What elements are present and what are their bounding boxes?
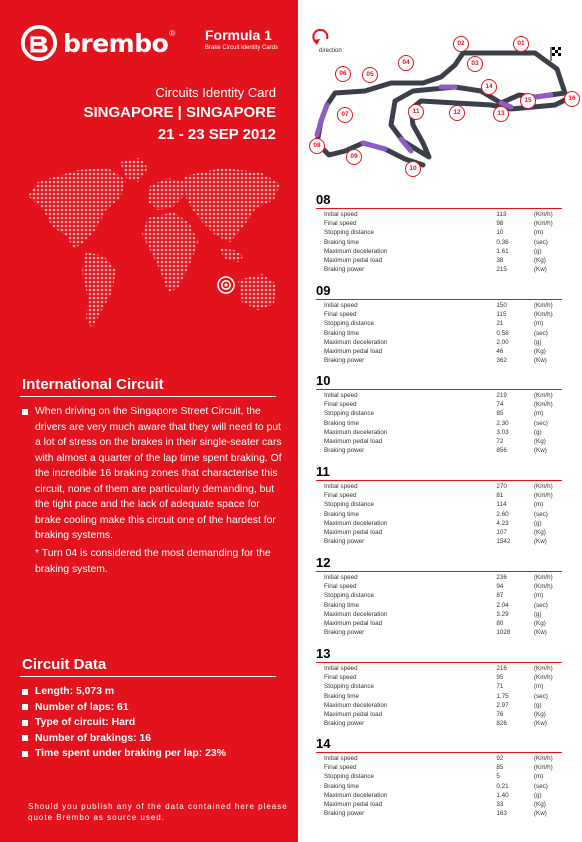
- row-unit: (m): [533, 501, 544, 509]
- row-value: 2.30: [496, 419, 509, 427]
- corner-marker-14: 14: [481, 79, 497, 95]
- corner-table-09: [316, 284, 562, 365]
- corner-marker-08: 08: [309, 138, 325, 154]
- row-label: Maximum deceleration: [324, 338, 388, 346]
- table-row: [316, 409, 562, 418]
- table-row: [316, 247, 562, 256]
- row-unit: (m): [533, 229, 544, 237]
- row-unit: (m): [533, 683, 544, 691]
- row-value: 95: [496, 674, 504, 682]
- row-unit: (Kw): [533, 810, 547, 818]
- table-row: [316, 582, 562, 591]
- table-row: [316, 400, 562, 409]
- row-unit: (Km/h): [533, 483, 553, 490]
- row-value: 0.36: [496, 238, 509, 246]
- corner-table-divider: [316, 662, 562, 663]
- corner-table-title: 10: [316, 373, 331, 388]
- row-unit: (Km/h): [533, 311, 553, 319]
- corner-table-11: [316, 465, 562, 546]
- location-target-icon: [218, 277, 234, 293]
- row-unit: (Kw): [533, 720, 547, 728]
- corner-table-13: [316, 647, 562, 728]
- row-value: 1542: [496, 538, 511, 546]
- row-value: 216: [496, 665, 507, 672]
- table-row: [316, 809, 562, 818]
- table-row: [316, 428, 562, 437]
- world-map-icon: [8, 152, 290, 352]
- corner-marker-09: 09: [346, 149, 362, 165]
- table-row: [316, 500, 562, 509]
- row-label: Initial speed: [324, 665, 358, 672]
- checkered-flag-icon: [551, 47, 561, 61]
- row-unit: (Kg): [533, 256, 546, 264]
- row-unit: (m): [533, 592, 544, 600]
- row-value: 80: [496, 619, 504, 627]
- row-unit: (m): [533, 773, 544, 781]
- table-row: [316, 763, 562, 772]
- row-value: 362: [496, 357, 507, 365]
- circuit-data-list: [22, 684, 226, 762]
- row-value: 826: [496, 720, 507, 728]
- direction-label: direction: [319, 48, 342, 54]
- bullet-icon: [22, 751, 28, 757]
- row-value: 81: [496, 492, 504, 500]
- table-row: [316, 338, 562, 347]
- corner-table-title: 14: [316, 736, 331, 751]
- corner-table-divider: [316, 208, 562, 209]
- row-label: Braking power: [324, 266, 365, 274]
- row-value: 2.00: [496, 338, 509, 346]
- table-row: [316, 329, 562, 338]
- row-unit: (sec): [533, 692, 548, 700]
- row-label: Braking time: [324, 238, 359, 246]
- row-label: Braking time: [324, 782, 359, 790]
- row-unit: (g): [533, 519, 542, 527]
- circuit-data-item: Length: 5,073 m: [22, 684, 226, 700]
- table-row: [316, 519, 562, 528]
- table-row: [316, 347, 562, 356]
- row-label: Braking time: [324, 692, 359, 700]
- row-unit: (Km/h): [533, 392, 553, 399]
- table-row: [316, 419, 562, 428]
- identity-location: SINGAPORE | SINGAPORE: [83, 104, 276, 121]
- row-label: Braking power: [324, 720, 365, 728]
- row-value: 0.21: [496, 782, 509, 790]
- row-value: 74: [496, 401, 504, 409]
- row-label: Final speed: [324, 764, 357, 772]
- intro-note: * Turn 04 is considered the most demanding for the braking system.: [35, 548, 271, 575]
- table-row: [316, 391, 562, 400]
- row-unit: (sec): [533, 782, 548, 790]
- table-row: [316, 491, 562, 500]
- row-unit: (Km/h): [533, 583, 553, 591]
- row-value: 33: [496, 800, 504, 808]
- row-value: 72: [496, 437, 504, 445]
- row-value: 0.58: [496, 329, 509, 337]
- row-value: 5: [496, 773, 500, 781]
- corner-marker-12: 12: [449, 105, 465, 121]
- table-row: [316, 301, 562, 310]
- row-value: 1028: [496, 629, 511, 637]
- row-label: Initial speed: [324, 211, 358, 218]
- corner-table-08: [316, 193, 562, 274]
- row-unit: (sec): [533, 419, 548, 427]
- corner-marker-16: 16: [564, 91, 580, 107]
- row-label: Initial speed: [324, 392, 358, 399]
- row-unit: (Km/h): [533, 574, 553, 581]
- table-row: [316, 482, 562, 491]
- row-value: 71: [496, 683, 504, 691]
- table-row: [316, 772, 562, 781]
- corner-marker-05: 05: [362, 67, 378, 83]
- row-label: Maximum pedal load: [324, 347, 383, 355]
- corner-marker-15: 15: [520, 93, 536, 109]
- direction-arrow-icon: [313, 30, 327, 45]
- row-label: Stopping distance: [324, 683, 375, 691]
- row-unit: (Kg): [533, 800, 546, 808]
- row-unit: (m): [533, 410, 544, 418]
- corner-table-divider: [316, 571, 562, 572]
- corner-marker-13: 13: [493, 106, 509, 122]
- corner-table-10: [316, 374, 562, 455]
- row-value: 4.23: [496, 519, 509, 527]
- table-row: [316, 573, 562, 582]
- row-label: Maximum deceleration: [324, 610, 388, 618]
- row-unit: (g): [533, 701, 542, 709]
- table-row: [316, 673, 562, 682]
- row-value: 92: [496, 755, 504, 762]
- table-row: [316, 692, 562, 701]
- brembo-logo-icon: [20, 24, 58, 62]
- identity-card-title: Circuits Identity Card: [155, 85, 276, 100]
- row-label: Maximum deceleration: [324, 519, 388, 527]
- row-unit: (g): [533, 247, 542, 255]
- row-unit: (Km/h): [533, 401, 553, 409]
- row-label: Maximum deceleration: [324, 247, 388, 255]
- header-subtitle: Brake Circuit Identity Cards: [205, 45, 279, 51]
- corner-table-divider: [316, 389, 562, 390]
- row-label: Braking time: [324, 329, 359, 337]
- identity-dates: 21 - 23 SEP 2012: [157, 126, 276, 143]
- row-unit: (g): [533, 610, 542, 618]
- row-label: Maximum pedal load: [324, 437, 383, 445]
- circuit-data-item: Time spent under braking per lap: 23%: [22, 746, 226, 762]
- table-row: [316, 628, 562, 637]
- table-row: [316, 446, 562, 455]
- row-label: Braking time: [324, 510, 359, 518]
- intro-paragraph: When driving on the Singapore Street Circuit, the drivers are very much aware that they will need to put a lot of stress on the brakes in their single-seater cars with almost a quarter of the lap time spent braking. Of the incredible 16 braking zones that characterise this circuit, none of them are particularly demanding, but the tight pace and the lack of adequate space for brake cooling make this circuit one of the hardest for braking systems.: [35, 406, 282, 541]
- table-row: [316, 228, 562, 237]
- corner-marker-11: 11: [408, 104, 424, 120]
- row-label: Final speed: [324, 401, 357, 409]
- row-unit: (m): [533, 320, 544, 328]
- row-value: 219: [496, 392, 507, 399]
- row-value: 87: [496, 592, 504, 600]
- row-unit: (Kg): [533, 619, 546, 627]
- row-label: Stopping distance: [324, 501, 375, 509]
- corner-table-title: 08: [316, 192, 331, 207]
- corner-table-title: 13: [316, 646, 331, 661]
- row-value: 270: [496, 483, 507, 490]
- table-row: [316, 210, 562, 219]
- row-unit: (Km/h): [533, 220, 553, 228]
- corner-marker-03: 03: [467, 56, 483, 72]
- row-value: 3.03: [496, 428, 509, 436]
- table-row: [316, 682, 562, 691]
- row-label: Initial speed: [324, 302, 358, 309]
- row-label: Maximum pedal load: [324, 256, 383, 264]
- circuit-data-item: Type of circuit: Hard: [22, 715, 226, 731]
- header-title: Formula 1: [205, 27, 272, 43]
- table-row: [316, 619, 562, 628]
- row-label: Braking power: [324, 357, 365, 365]
- row-value: 107: [496, 528, 507, 536]
- row-unit: (Kg): [533, 347, 546, 355]
- row-label: Stopping distance: [324, 592, 375, 600]
- circuit-data-divider: [20, 676, 276, 677]
- table-row: [316, 528, 562, 537]
- row-label: Final speed: [324, 583, 357, 591]
- row-value: 856: [496, 447, 507, 455]
- row-unit: (Km/h): [533, 755, 553, 762]
- row-value: 3.29: [496, 610, 509, 618]
- row-label: Initial speed: [324, 755, 358, 762]
- row-unit: (Kw): [533, 447, 547, 455]
- row-label: Stopping distance: [324, 229, 375, 237]
- row-value: 85: [496, 764, 504, 772]
- intro-paragraph-block: [22, 404, 284, 544]
- row-unit: (sec): [533, 510, 548, 518]
- row-value: 1.40: [496, 791, 509, 799]
- row-value: 10: [496, 229, 504, 237]
- row-value: 2.04: [496, 601, 509, 609]
- row-value: 76: [496, 710, 504, 718]
- row-unit: (Kw): [533, 357, 547, 365]
- table-row: [316, 791, 562, 800]
- row-label: Maximum pedal load: [324, 528, 383, 536]
- row-unit: (sec): [533, 329, 548, 337]
- corner-table-title: 12: [316, 555, 331, 570]
- row-value: 98: [496, 220, 504, 228]
- circuit-data-item: Number of laps: 61: [22, 700, 226, 716]
- row-label: Stopping distance: [324, 773, 375, 781]
- footer-disclaimer: Should you publish any of the data contained here please quote Brembo as source used.: [28, 802, 288, 822]
- row-value: 1.61: [496, 247, 509, 255]
- table-row: [316, 310, 562, 319]
- row-unit: (sec): [533, 601, 548, 609]
- table-row: [316, 219, 562, 228]
- row-label: Stopping distance: [324, 320, 375, 328]
- row-value: 94: [496, 583, 504, 591]
- row-value: 21: [496, 320, 504, 328]
- table-row: [316, 356, 562, 365]
- row-unit: (Kg): [533, 528, 546, 536]
- corner-marker-07: 07: [337, 107, 353, 123]
- row-unit: (Km/h): [533, 492, 553, 500]
- table-row: [316, 537, 562, 546]
- corner-marker-04: 04: [398, 55, 414, 71]
- table-row: [316, 782, 562, 791]
- brand-wordmark: brembo: [63, 28, 169, 58]
- corner-table-title: 09: [316, 283, 331, 298]
- row-unit: (Kg): [533, 437, 546, 445]
- row-label: Initial speed: [324, 574, 358, 581]
- circuit-data-heading: Circuit Data: [22, 656, 107, 673]
- brand-logo: [20, 24, 175, 62]
- corner-table-14: [316, 737, 562, 818]
- row-label: Final speed: [324, 492, 357, 500]
- row-label: Braking power: [324, 447, 365, 455]
- row-unit: (sec): [533, 238, 548, 246]
- row-unit: (Km/h): [533, 211, 553, 218]
- bullet-icon: [22, 735, 28, 741]
- corner-marker-10: 10: [405, 161, 421, 177]
- table-row: [316, 710, 562, 719]
- row-label: Maximum pedal load: [324, 619, 383, 627]
- corner-table-divider: [316, 752, 562, 753]
- row-unit: (Km/h): [533, 674, 553, 682]
- row-unit: (Kg): [533, 710, 546, 718]
- row-unit: (Km/h): [533, 764, 553, 772]
- corner-table-title: 11: [316, 464, 330, 479]
- table-row: [316, 701, 562, 710]
- row-label: Braking time: [324, 419, 359, 427]
- row-value: 215: [496, 266, 507, 274]
- brand-registered-mark: ®: [169, 28, 176, 38]
- corner-marker-06: 06: [335, 66, 351, 82]
- bullet-icon: [22, 689, 28, 695]
- row-value: 163: [496, 810, 507, 818]
- row-label: Braking power: [324, 629, 365, 637]
- row-value: 150: [496, 302, 507, 309]
- row-label: Final speed: [324, 311, 357, 319]
- row-value: 236: [496, 574, 507, 581]
- row-unit: (Kw): [533, 538, 547, 546]
- row-label: Maximum deceleration: [324, 428, 388, 436]
- corner-marker-01: 01: [513, 36, 529, 52]
- corner-table-12: [316, 556, 562, 637]
- row-unit: (g): [533, 791, 542, 799]
- intro-divider: [20, 396, 276, 397]
- row-label: Braking time: [324, 601, 359, 609]
- row-value: 2.60: [496, 510, 509, 518]
- table-row: [316, 800, 562, 809]
- row-label: Maximum pedal load: [324, 800, 383, 808]
- row-label: Braking power: [324, 538, 365, 546]
- table-row: [316, 601, 562, 610]
- table-row: [316, 265, 562, 274]
- table-row: [316, 510, 562, 519]
- row-label: Initial speed: [324, 483, 358, 490]
- corner-table-divider: [316, 299, 562, 300]
- bullet-icon: [22, 720, 28, 726]
- row-value: 114: [496, 501, 507, 509]
- corner-marker-02: 02: [453, 36, 469, 52]
- row-unit: (Kw): [533, 629, 547, 637]
- table-row: [316, 319, 562, 328]
- intro-heading: International Circuit: [22, 376, 164, 393]
- row-label: Final speed: [324, 220, 357, 228]
- row-value: 115: [496, 311, 507, 319]
- table-row: [316, 256, 562, 265]
- bullet-icon: [22, 409, 28, 415]
- row-label: Stopping distance: [324, 410, 375, 418]
- table-row: [316, 754, 562, 763]
- row-unit: (g): [533, 338, 542, 346]
- row-label: Braking power: [324, 810, 365, 818]
- row-label: Maximum deceleration: [324, 701, 388, 709]
- table-row: [316, 591, 562, 600]
- row-unit: (g): [533, 428, 542, 436]
- table-row: [316, 610, 562, 619]
- circuit-data-item: Number of brakings: 16: [22, 731, 226, 747]
- row-value: 46: [496, 347, 504, 355]
- row-value: 113: [496, 211, 507, 218]
- row-unit: (Kw): [533, 266, 547, 274]
- table-row: [316, 437, 562, 446]
- table-row: [316, 238, 562, 247]
- row-unit: (Km/h): [533, 302, 553, 309]
- row-value: 38: [496, 256, 504, 264]
- row-label: Maximum pedal load: [324, 710, 383, 718]
- row-value: 85: [496, 410, 504, 418]
- table-row: [316, 719, 562, 728]
- row-unit: (Km/h): [533, 665, 553, 672]
- corner-table-divider: [316, 480, 562, 481]
- row-label: Final speed: [324, 674, 357, 682]
- row-label: Maximum deceleration: [324, 791, 388, 799]
- row-value: 1.75: [496, 692, 509, 700]
- bullet-icon: [22, 704, 28, 710]
- row-value: 2.97: [496, 701, 509, 709]
- table-row: [316, 664, 562, 673]
